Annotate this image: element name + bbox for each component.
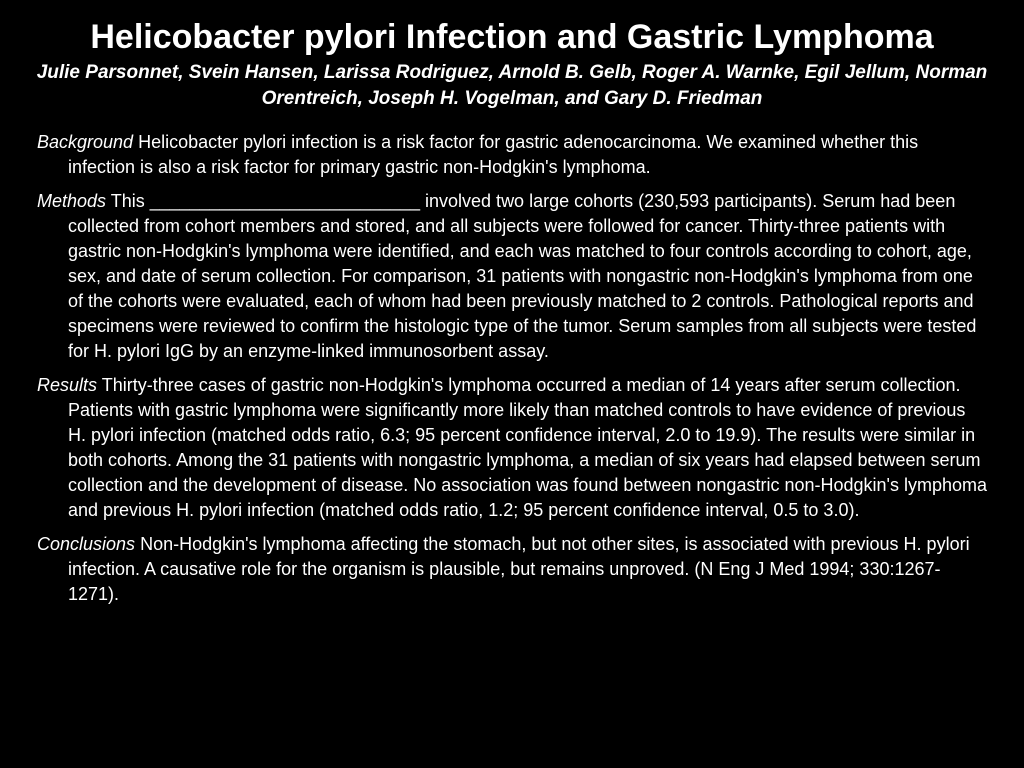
- conclusions-label: Conclusions: [37, 534, 136, 554]
- conclusions-text: Non-Hodgkin's lymphoma affecting the stomach, but not other sites, is associated with previous H. pylori infection. A causative role for the organism is plausible, but remains unproved. (N Eng J Med 1994; 330:1267-1271).: [68, 534, 970, 604]
- background-text: Helicobacter pylori infection is a risk factor for gastric adenocarcinoma. We examined whether this infection is also a risk factor for primary gastric non-Hodgkin's lymphoma.: [68, 132, 919, 177]
- results-paragraph: [37, 373, 987, 523]
- methods-paragraph: [37, 189, 987, 364]
- methods-label: Methods: [37, 191, 107, 211]
- results-text: Thirty-three cases of gastric non-Hodgkin's lymphoma occurred a median of 14 years after serum collection. Patients with gastric lymphoma were significantly more likely than matched controls to have evidence of previous H. pylori infection (matched odds ratio, 6.3; 95 percent confidence interval, 2.0 to 19.9). The results were similar in both cohorts. Among the 31 patients with nongastric lymphoma, a median of six years had elapsed between serum collection and the development of disease. No association was found between nongastric non-Hodgkin's lymphoma and previous H. pylori infection (matched odds ratio, 1.2; 95 percent confidence interval, 0.5 to 3.0).: [68, 375, 987, 520]
- results-label: Results: [37, 375, 98, 395]
- background-paragraph: [37, 130, 987, 180]
- slide-title: Helicobacter pylori Infection and Gastric Lymphoma: [90, 18, 934, 56]
- author-list: Julie Parsonnet, Svein Hansen, Larissa Rodriguez, Arnold B. Gelb, Roger A. Warnke, Egil Jellum, Norman Orentreich, Joseph H. Vogelman, and Gary D. Friedman: [36, 62, 988, 109]
- abstract-body: [37, 130, 987, 616]
- background-label: Background: [37, 132, 134, 152]
- conclusions-paragraph: [37, 532, 987, 607]
- methods-text: This ___________________________ involved two large cohorts (230,593 participants). Serum had been collected from cohort members and stored, and all subjects were followed for cancer. Thirty-three patients with gastric non-Hodgkin's lymphoma were identified, and each was matched to four controls according to cohort, age, sex, and date of serum collection. For comparison, 31 patients with nongastric non-Hodgkin's lymphoma from one of the cohorts were evaluated, each of whom had been previously matched to 2 controls. Pathological reports and specimens were reviewed to confirm the histologic type of the tumor. Serum samples from all subjects were tested for H. pylori IgG by an enzyme-linked immunosorbent assay.: [68, 191, 977, 361]
